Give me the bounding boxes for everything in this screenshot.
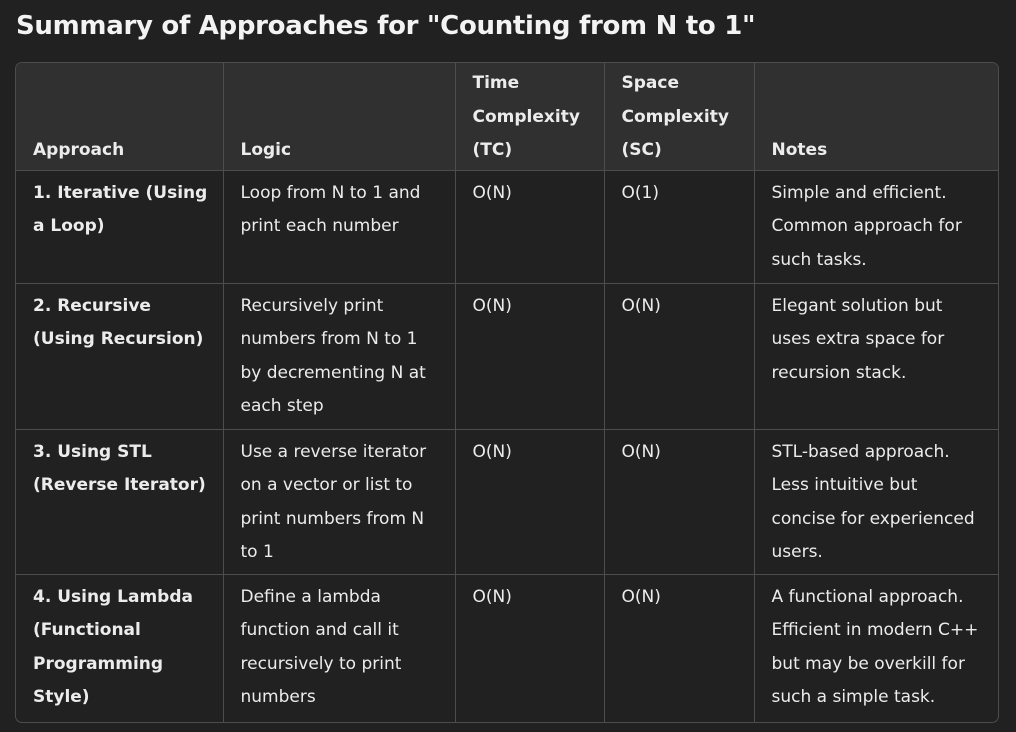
column-header-approach: Approach	[16, 63, 223, 170]
space-complexity-cell: O(N)	[604, 283, 754, 429]
time-complexity-cell: O(N)	[455, 170, 604, 283]
space-complexity-cell: O(N)	[604, 429, 754, 574]
table-header-row	[16, 63, 998, 170]
notes-cell: A functional approach. Efficient in modern C++ but may be overkill for such a simple task.	[754, 574, 998, 722]
column-header-space-complexity: Space Complexity (SC)	[604, 63, 754, 170]
approach-cell: 1. Iterative (Using a Loop)	[16, 170, 223, 283]
table-row	[16, 170, 998, 283]
table-row	[16, 283, 998, 429]
column-header-time-complexity: Time Complexity (TC)	[455, 63, 604, 170]
space-complexity-cell: O(1)	[604, 170, 754, 283]
table-row	[16, 429, 998, 574]
logic-cell: Loop from N to 1 and print each number	[223, 170, 455, 283]
space-complexity-cell: O(N)	[604, 574, 754, 722]
page-title: Summary of Approaches for "Counting from N to 1"	[16, 11, 756, 41]
table-row	[16, 574, 998, 722]
summary-table	[16, 63, 998, 722]
logic-cell: Use a reverse iterator on a vector or list to print numbers from N to 1	[223, 429, 455, 574]
time-complexity-cell: O(N)	[455, 574, 604, 722]
notes-cell: Elegant solution but uses extra space for recursion stack.	[754, 283, 998, 429]
approaches-table	[15, 62, 999, 723]
notes-cell: Simple and efficient. Common approach for such tasks.	[754, 170, 998, 283]
logic-cell: Recursively print numbers from N to 1 by decrementing N at each step	[223, 283, 455, 429]
approach-cell: 2. Recursive (Using Recursion)	[16, 283, 223, 429]
approach-cell: 4. Using Lambda (Functional Programming Style)	[16, 574, 223, 722]
time-complexity-cell: O(N)	[455, 429, 604, 574]
column-header-notes: Notes	[754, 63, 998, 170]
approach-cell: 3. Using STL (Reverse Iterator)	[16, 429, 223, 574]
logic-cell: Define a lambda function and call it recursively to print numbers	[223, 574, 455, 722]
column-header-logic: Logic	[223, 63, 455, 170]
notes-cell: STL-based approach. Less intuitive but concise for experienced users.	[754, 429, 998, 574]
time-complexity-cell: O(N)	[455, 283, 604, 429]
